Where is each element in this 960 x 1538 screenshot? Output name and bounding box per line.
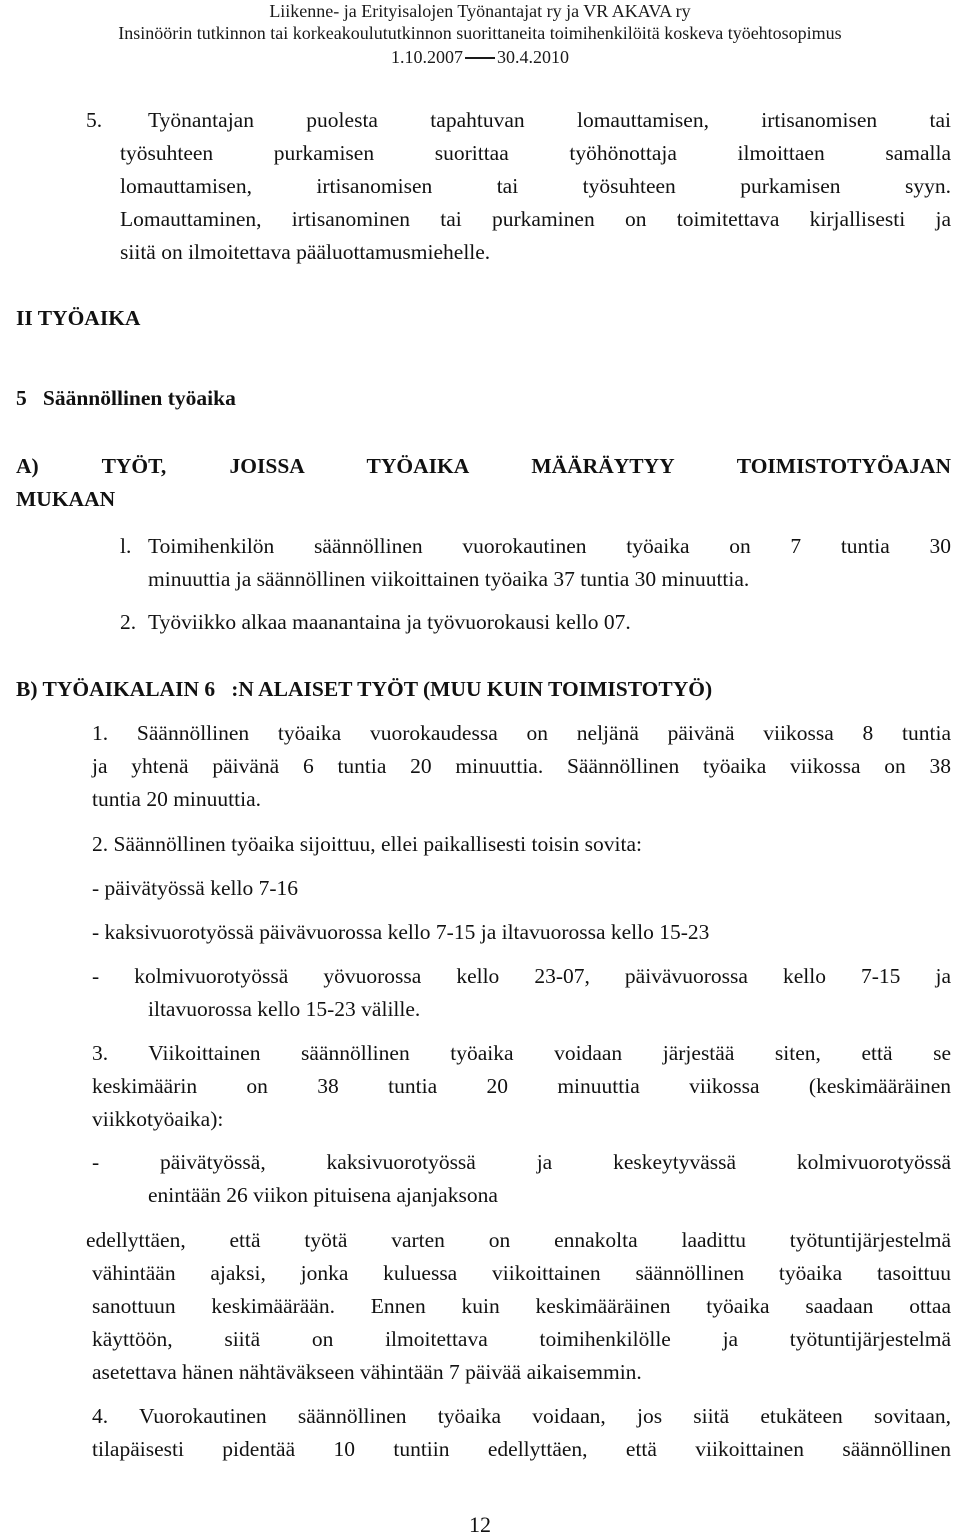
header-date-start: 1.10.2007 [391, 47, 463, 67]
item-b2-intro: 2. Säännöllinen työaika sijoittuu, ellei paikallisesti toisin sovita: [92, 832, 642, 856]
section-heading: 5 Säännöllinen työaika [16, 386, 236, 410]
paragraph-5-line: Lomauttaminen, irtisanominen tai purkaminen on toimitettava kirjallisesti ja [120, 207, 951, 231]
item-b4-line: tilapäisesti pidentää 10 tuntiin edellyttäen, että viikoittainen säännöllinen [92, 1437, 951, 1461]
item-b1-line: 1. Säännöllinen työaika vuorokaudessa on neljänä päivänä viikossa 8 tuntia [92, 721, 951, 745]
condition-paragraph-line: käyttöön, siitä on ilmoitettava toimihenkilölle ja työtuntijärjestelmä [92, 1327, 951, 1351]
paragraph-5-line: siitä on ilmoitettava pääluottamusmiehelle. [120, 240, 491, 264]
header-date-end: 30.4.2010 [497, 47, 569, 67]
condition-paragraph-line: vähintään ajaksi, jonka kuluessa viikoittainen säännöllinen työaika tasoittuu [92, 1261, 951, 1285]
item-b1-line: tuntia 20 minuuttia. [92, 787, 261, 811]
item-b3-line: viikkotyöaika): [92, 1107, 224, 1131]
header-organizations: Liikenne- ja Erityisalojen Työnantajat ry ja VR AKAVA ry [269, 1, 691, 21]
item-b4-line: 4. Vuorokautinen säännöllinen työaika voidaan, jos siitä etukäteen sovitaan, [92, 1404, 951, 1428]
item-b3-dash-item: - päivätyössä, kaksivuorotyössä ja keskeytyvässä kolmivuorotyössä [92, 1150, 951, 1174]
item-a2-number: 2. [120, 610, 137, 634]
paragraph-5-number: 5. [86, 108, 103, 132]
paragraph-5-line: työsuhteen purkamisen suorittaa työhönottaja ilmoittaen samalla [120, 141, 951, 165]
item-b2-dash-item: - kolmivuorotyössä yövuorossa kello 23-07, päivävuorossa kello 7-15 ja [92, 964, 951, 988]
subsection-a-heading: A) TYÖT, JOISSA TYÖAIKA MÄÄRÄYTYY TOIMISTOTYÖAJAN [16, 454, 951, 478]
item-b3-line: keskimäärin on 38 tuntia 20 minuuttia viikossa (keskimääräinen [92, 1074, 951, 1098]
subsection-b-heading: B) TYÖAIKALAIN 6 :N ALAISET TYÖT (MUU KUIN TOIMISTOTYÖ) [16, 677, 713, 701]
chapter-heading: II TYÖAIKA [16, 306, 141, 330]
subsection-a-heading-cont: MUKAAN [16, 487, 116, 511]
paragraph-5-line: Työnantajan puolesta tapahtuvan lomauttamisen, irtisanomisen tai [148, 108, 951, 132]
dash-separator [465, 57, 495, 59]
paragraph-5-line: lomauttamisen, irtisanomisen tai työsuhteen purkamisen syyn. [120, 174, 951, 198]
item-b3-dash-item-cont: enintään 26 viikon pituisena ajanjaksona [148, 1183, 498, 1207]
condition-paragraph-line: sanottuun keskimäärään. Ennen kuin keskimääräinen työaika saadaan ottaa [92, 1294, 951, 1318]
item-b1-line: ja yhtenä päivänä 6 tuntia 20 minuuttia. Säännöllinen työaika viikossa on 38 [92, 754, 951, 778]
item-a1-line: Toimihenkilön säännöllinen vuorokautinen työaika on 7 tuntia 30 [148, 534, 951, 558]
item-a1-line: minuuttia ja säännöllinen viikoittainen työaika 37 tuntia 30 minuuttia. [148, 567, 750, 591]
condition-paragraph-line: asetettava hänen nähtäväkseen vähintään 7 päivää aikaisemmin. [92, 1360, 642, 1384]
item-b2-dash-item: - kaksivuorotyössä päivävuorossa kello 7-15 ja iltavuorossa kello 15-23 [92, 920, 710, 944]
item-b2-dash-item: - päivätyössä kello 7-16 [92, 876, 298, 900]
item-a1-number: l. [120, 534, 132, 558]
header-agreement-title: Insinöörin tutkinnon tai korkeakoulututkinnon suorittaneita toimihenkilöitä koskeva työehtosopimus [118, 23, 842, 43]
item-a2-text: Työviikko alkaa maanantaina ja työvuorokausi kello 07. [148, 610, 631, 634]
item-b2-dash-item-cont: iltavuorossa kello 15-23 välille. [148, 997, 421, 1021]
page-number: 12 [469, 1512, 491, 1537]
condition-paragraph-line: edellyttäen, että työtä varten on ennakolta laadittu työtuntijärjestelmä [86, 1228, 951, 1252]
header-validity-period [0, 46, 960, 68]
item-b3-line: 3. Viikoittainen säännöllinen työaika voidaan järjestää siten, että se [92, 1041, 951, 1065]
